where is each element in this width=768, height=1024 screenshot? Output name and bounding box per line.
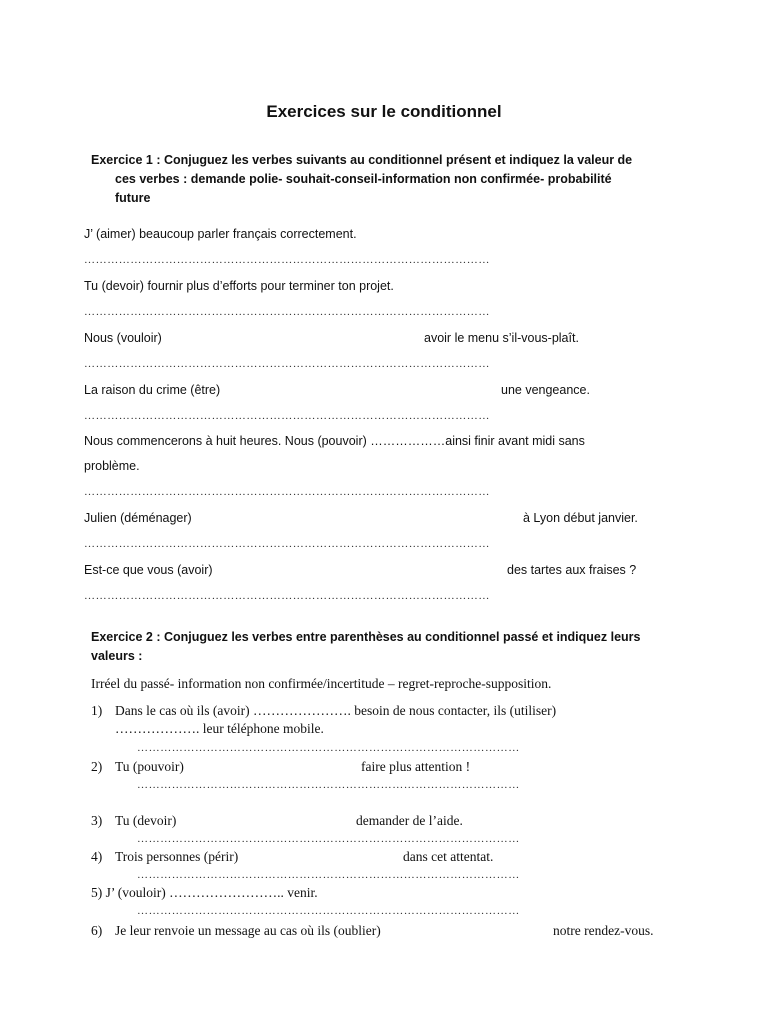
answer-line[interactable]: ………………………………………………………………………………………	[137, 905, 520, 917]
exercise-1-item-7-continuation: des tartes aux fraises ?	[507, 563, 637, 577]
exercise-2-item-3-continuation: demander de l’aide.	[356, 813, 463, 828]
exercise-2-heading-line2: valeurs :	[91, 649, 143, 663]
item-number: 4)	[91, 849, 103, 864]
exercise-1-item-5-line2: problème.	[84, 459, 140, 473]
answer-line[interactable]: ……………………………………………………………………………………………	[84, 538, 490, 550]
item-number: 3)	[91, 813, 103, 828]
exercise-2-item-1-line2: ………………. leur téléphone mobile.	[115, 721, 324, 736]
exercise-2-item-4-continuation: dans cet attentat.	[403, 849, 494, 864]
exercise-1-heading-line3: future	[115, 191, 151, 205]
exercise-2-item-5	[91, 885, 318, 901]
answer-line[interactable]: ……………………………………………………………………………………………	[84, 590, 490, 602]
exercise-2-item-4-text: Trois personnes (périr)	[115, 849, 239, 864]
exercise-2-heading	[91, 628, 681, 666]
item-number: 5)	[91, 885, 103, 900]
exercise-1-item-4-continuation: une vengeance.	[501, 383, 590, 397]
answer-line[interactable]: ………………………………………………………………………………………	[137, 779, 520, 791]
exercise-1-item-6-text: Julien (déménager)	[84, 511, 192, 525]
exercise-1-item-4-text: La raison du crime (être)	[84, 383, 221, 397]
exercise-2-item-5-text: J’ (vouloir) …………………….. venir.	[105, 885, 318, 900]
exercise-1-heading-line1: Exercice 1 : Conjuguez les verbes suivants au conditionnel présent et indiquez la valeur de	[91, 153, 633, 167]
exercise-1-heading	[91, 151, 676, 208]
exercise-1-item-2-text: Tu (devoir) fournir plus d’efforts pour terminer ton projet.	[84, 279, 394, 293]
exercise-2-values: Irréel du passé- information non confirmée/incertitude – regret-reproche-supposition.	[91, 676, 552, 691]
answer-line[interactable]: ……………………………………………………………………………………………	[84, 358, 490, 370]
exercise-2-item-1-text: Dans le cas où ils (avoir) …………………. besoin de nous contacter, ils (utiliser)	[115, 703, 557, 718]
exercise-1-item-6-continuation: à Lyon début janvier.	[523, 511, 638, 525]
item-number: 6)	[91, 923, 103, 938]
answer-line[interactable]: ……………………………………………………………………………………………	[84, 410, 490, 422]
exercise-2-item-2-continuation: faire plus attention !	[361, 759, 471, 774]
exercise-2-item-4	[91, 849, 238, 865]
answer-line[interactable]: ………………………………………………………………………………………	[137, 833, 520, 845]
exercise-2-heading-line1: Exercice 2 : Conjuguez les verbes entre parenthèses au conditionnel passé et indiquez leurs	[91, 630, 641, 644]
exercise-2-item-6-text: Je leur renvoie un message au cas où ils (oublier)	[115, 923, 381, 938]
exercise-2-item-2	[91, 759, 184, 775]
item-number: 1)	[91, 703, 103, 718]
page-title: Exercices sur le conditionnel	[266, 102, 502, 121]
answer-line[interactable]: ……………………………………………………………………………………………	[84, 254, 490, 266]
exercise-1-item-5-text: Nous commencerons à huit heures. Nous (pouvoir) ………………ainsi finir avant midi sans	[84, 434, 585, 448]
exercise-2-item-3	[91, 813, 176, 829]
exercise-1-item-3-continuation: avoir le menu s’il-vous-plaît.	[424, 331, 579, 345]
exercise-1-heading-line2: ces verbes : demande polie- souhait-conseil-information non confirmée- probabilité	[115, 172, 612, 186]
exercise-2-item-3-text: Tu (devoir)	[115, 813, 177, 828]
exercise-1-item-7-text: Est-ce que vous (avoir)	[84, 563, 213, 577]
exercise-1-item-3-text: Nous (vouloir)	[84, 331, 162, 345]
exercise-2-item-2-text: Tu (pouvoir)	[115, 759, 184, 774]
answer-line[interactable]: ………………………………………………………………………………………	[137, 869, 520, 881]
item-number: 2)	[91, 759, 103, 774]
exercise-1-item-1-text: J’ (aimer) beaucoup parler français correctement.	[84, 227, 357, 241]
exercise-2-item-1	[91, 703, 556, 719]
answer-line[interactable]: ………………………………………………………………………………………	[137, 742, 520, 754]
exercise-2-item-6	[91, 923, 381, 939]
answer-line[interactable]: ……………………………………………………………………………………………	[84, 486, 490, 498]
answer-line[interactable]: ……………………………………………………………………………………………	[84, 306, 490, 318]
exercise-2-item-6-continuation: notre rendez-vous.	[553, 923, 654, 938]
